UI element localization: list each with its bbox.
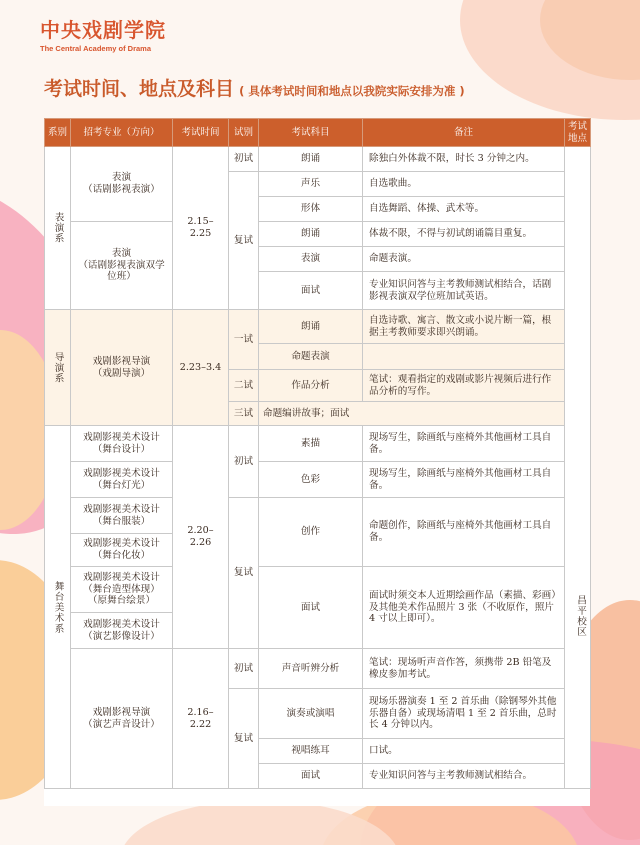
subject-cell: 声音听辨分析: [259, 649, 363, 689]
page-heading: [44, 74, 465, 101]
note-cell: 自选歌曲。: [363, 172, 565, 197]
major-cell: 戏剧影视美术设计 （舞台造型体现） （原舞台绘景）: [71, 567, 173, 613]
exam-schedule-table: [44, 118, 591, 789]
subject-cell: 朗诵: [259, 310, 363, 344]
round-cell: 复试: [229, 172, 259, 310]
dept-cell: 舞台美术系: [45, 426, 71, 789]
peach-blob: [120, 800, 400, 845]
round-cell: 初试: [229, 426, 259, 498]
subject-cell: 创作: [259, 498, 363, 567]
subject-cell: 声乐: [259, 172, 363, 197]
table-header-row: [45, 119, 591, 147]
note-cell: 现场写生，除画纸与座椅外其他画材工具自备。: [363, 462, 565, 498]
logo-english: The Central Academy of Drama: [40, 44, 152, 53]
subject-cell: 朗诵: [259, 222, 363, 247]
time-cell: 2.20–2.26: [173, 426, 229, 649]
major-cell: 戏剧影视美术设计 （舞台灯光）: [71, 462, 173, 498]
dept-cell: 表演系: [45, 147, 71, 310]
subject-cell: 表演: [259, 247, 363, 272]
note-cell: 专业知识问答与主考教师测试相结合。: [363, 764, 565, 789]
subject-cell: 演奏或演唱: [259, 689, 363, 739]
round-cell: 一试: [229, 310, 259, 370]
table-row: [45, 310, 591, 344]
note-cell: 除独白外体裁不限，时长 3 分钟之内。: [363, 147, 565, 172]
subject-cell: 面试: [259, 567, 363, 649]
page-title: 考试时间、地点及科目: [44, 78, 235, 100]
header-major: 招考专业（方向）: [71, 119, 173, 147]
note-cell: 命题创作，除画纸与座椅外其他画材工具自备。: [363, 498, 565, 567]
subject-cell: 色彩: [259, 462, 363, 498]
dept-cell: 导演系: [45, 310, 71, 426]
note-cell: 自选舞蹈、体操、武术等。: [363, 197, 565, 222]
round-cell: 二试: [229, 370, 259, 402]
note-cell: [363, 344, 565, 370]
note-cell: 笔试：现场听声音作答，须携带 2B 铅笔及橡皮参加考试。: [363, 649, 565, 689]
major-cell: 表演 （话剧影视表演）: [71, 147, 173, 222]
note-cell: 现场写生，除画纸与座椅外其他画材工具自备。: [363, 426, 565, 462]
time-cell: 2.16–2.22: [173, 649, 229, 789]
location-cell: 昌平校区: [565, 147, 591, 789]
round-cell: 三试: [229, 402, 259, 426]
round-cell: 初试: [229, 649, 259, 689]
table-row: [45, 426, 591, 444]
header-round: 试别: [229, 119, 259, 147]
subject-cell: 命题表演: [259, 344, 363, 370]
major-cell: 戏剧影视导演 （戏剧导演）: [71, 310, 173, 426]
logo-chinese: 中央戏剧学院: [40, 18, 166, 42]
time-cell: 2.23–3.4: [173, 310, 229, 426]
major-cell: 戏剧影视美术设计 （舞台化妆）: [71, 534, 173, 567]
table-row: [45, 498, 591, 516]
subject-cell: 素描: [259, 426, 363, 462]
note-cell: 现场乐器演奏 1 至 2 首乐曲（除钢琴外其他乐器自备）或现场清唱 1 至 2 首乐曲，总时长 4 分钟以内。: [363, 689, 565, 739]
note-cell: 笔试：观看指定的戏剧或影片视频后进行作品分析的写作。: [363, 370, 565, 402]
header-note: 备注: [363, 119, 565, 147]
major-cell: 戏剧影视美术设计 （舞台设计）: [71, 426, 173, 462]
table-row: [45, 222, 591, 247]
subject-cell: 面试: [259, 764, 363, 789]
page-subtitle: ( 具体考试时间和地点以我院实际安排为准 ): [239, 84, 465, 98]
table-row: [45, 147, 591, 172]
round-cell: 复试: [229, 689, 259, 789]
header-time: 考试时间: [173, 119, 229, 147]
round-cell: 复试: [229, 498, 259, 649]
academy-logo: [40, 14, 166, 53]
header-location: 考试地点: [565, 119, 591, 147]
table-row: [45, 567, 591, 613]
subject-cell: 朗诵: [259, 147, 363, 172]
note-cell: 体裁不限，不得与初试朗诵篇目重复。: [363, 222, 565, 247]
round-cell: 初试: [229, 147, 259, 172]
table-row: [45, 649, 591, 689]
header-subject: 考试科目: [259, 119, 363, 147]
subject-cell: 视唱练耳: [259, 739, 363, 764]
note-cell: 口试。: [363, 739, 565, 764]
note-cell: 专业知识问答与主考教师测试相结合，话剧影视表演双学位班加试英语。: [363, 272, 565, 310]
major-cell: 表演 （话剧影视表演双学位班）: [71, 222, 173, 310]
subject-cell: 命题编讲故事；面试: [259, 402, 565, 426]
major-cell: 戏剧影视美术设计 （舞台服装）: [71, 498, 173, 534]
time-cell: 2.15–2.25: [173, 147, 229, 310]
subject-cell: 作品分析: [259, 370, 363, 402]
major-cell: 戏剧影视导演 （演艺声音设计）: [71, 649, 173, 789]
major-cell: 戏剧影视美术设计 （演艺影像设计）: [71, 613, 173, 649]
exam-table-container: [44, 118, 590, 806]
table-row: [45, 462, 591, 480]
note-cell: 自选诗歌、寓言、散文或小说片断一篇，根据主考教师要求即兴朗诵。: [363, 310, 565, 344]
note-cell: 命题表演。: [363, 247, 565, 272]
subject-cell: 面试: [259, 272, 363, 310]
note-cell: 面试时须交本人近期绘画作品（素描、彩画）及其他美术作品照片 3 张（不收原作，照片 4 寸以上即可）。: [363, 567, 565, 649]
subject-cell: 形体: [259, 197, 363, 222]
header-dept: 系别: [45, 119, 71, 147]
